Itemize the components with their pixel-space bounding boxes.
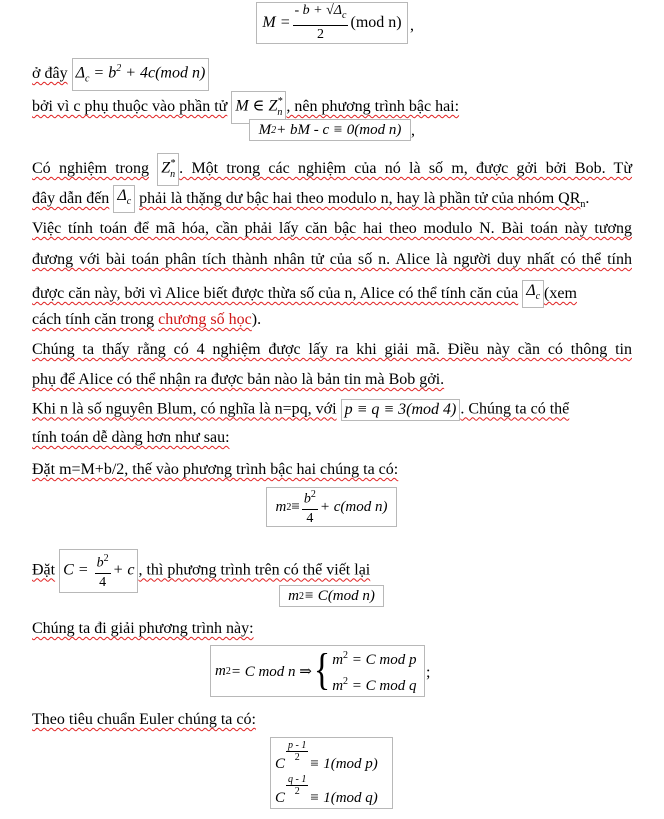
equation-tail: ; bbox=[426, 664, 431, 681]
paragraph-encryption-line-2: đương với bài toán phân tích thành nhân tử của số n. Alice là người duy nhất có thể tính bbox=[32, 251, 632, 268]
paragraph-delta-definition: ở đây $\Delta_c = b^2 + 4c(mod$ n) bbox=[32, 58, 209, 91]
inline-equation-delta: $\Delta_c = b^2 + 4c(mod$ n) bbox=[72, 58, 210, 91]
paragraph-solution-line-2: đây dẫn đến $\Delta_c$ phải là thặng dư bậc hai theo modulo n, hay là phần tử của nhóm $QR_n$. bbox=[32, 185, 589, 215]
fraction: $\frac{b^2}{4}$ bbox=[95, 550, 111, 592]
inline-equation-blum: p ≡ q ≡ 3(mod 4) bbox=[341, 399, 461, 421]
paragraph-define-c: Đặt C = $\frac{b^2}{4}$ + c , thì phương trình trên có thể viết lại bbox=[32, 549, 370, 593]
paragraph-substitution: Đặt m=M+b/2, thế vào phương trình bậc hai chúng ta có: bbox=[32, 461, 399, 478]
equation-m-squared-fraction: m 2 ≡ $\frac{b^2}{4}$ + c(mod n) bbox=[266, 487, 397, 527]
paragraph-blum-line-2: tính toán dễ dàng hơn như sau: bbox=[32, 429, 230, 446]
left-brace: { bbox=[313, 646, 331, 695]
paragraph-blum-line-1: Khi n là số nguyên Blum, có nghĩa là n=pq, với p ≡ q ≡ 3(mod 4) . Chúng ta có thể bbox=[32, 399, 632, 421]
inline-equation-delta-c: $\Delta_c$ bbox=[522, 280, 544, 308]
paragraph-encryption-line-1: Việc tính toán để mã hóa, cần phải lấy căn bậc hai theo modulo N. Bài toán này tương bbox=[32, 220, 632, 237]
inline-equation-delta-c: $\Delta_c$ bbox=[113, 185, 135, 213]
equation-quadratic: M 2 + bM - c ≡ 0(mod n) bbox=[249, 119, 411, 141]
paragraph-four-roots-line-1: Chúng ta thấy rằng có 4 nghiệm được lấy ra khi giải mã. Điều này cần có thông tin bbox=[32, 341, 632, 358]
paragraph-encryption-line-4: cách tính căn trong chương số học). bbox=[32, 311, 262, 328]
fraction: $\frac{b^2}{4}$ bbox=[302, 486, 318, 528]
equation-m-formula: M = $\frac{- b + √\Delta_c}{2}$ (mod n) bbox=[256, 2, 408, 44]
exponent-fraction: $\frac{q - 1}{2}$ bbox=[288, 774, 307, 797]
inline-equation-c: C = $\frac{b^2}{4}$ + c bbox=[59, 549, 138, 593]
paragraph-four-roots-line-2: phụ để Alice có thể nhận ra được bản nào là bản tin mà Bob gởi. bbox=[32, 371, 445, 388]
inline-equation-zn: $Z^*_n$ bbox=[157, 153, 179, 186]
equation-tail: , bbox=[411, 122, 415, 139]
paragraph-euler: Theo tiêu chuẩn Euler chúng ta có: bbox=[32, 711, 256, 728]
chapter-reference[interactable]: chương số học bbox=[158, 311, 252, 328]
fraction: $\frac{- b + √\Delta_c}{2}$ bbox=[294, 3, 347, 42]
exponent-fraction: $\frac{p - 1}{2}$ bbox=[288, 740, 307, 763]
paragraph-dependency: bởi vì c phụ thuộc vào phần tử M ∈ $Z^*_n$ , nên phương trình bậc hai: bbox=[32, 91, 459, 124]
equation-system-mod-p-q: m 2 = C mod n ⇒ { $m^2 = C$ mod p $m^2 = C$ mod q bbox=[210, 645, 425, 697]
equation-tail: , bbox=[410, 17, 414, 34]
paragraph-encryption-line-3: được căn này, bởi vì Alice biết được thừa số của n, Alice có thể tính căn của $\Delta_c$ (xem bbox=[32, 280, 632, 308]
paragraph-solution-line-1: Có nghiệm trong $Z^*_n$ . Một trong các nghiệm của nó là số m, được gởi bởi Bob. Từ bbox=[32, 153, 632, 186]
paragraph-solve: Chúng ta đi giải phương trình này: bbox=[32, 620, 254, 637]
equation-euler-criterion: C $\frac{p - 1}{2}$ ≡ 1(mod p) C $\frac{q - 1}{2}$ ≡ 1(mod q) bbox=[270, 737, 393, 809]
inline-equation-membership: M ∈ $Z^*_n$ bbox=[231, 91, 286, 124]
equation-m-squared-c: m 2 ≡ C(mod n) bbox=[279, 585, 384, 607]
